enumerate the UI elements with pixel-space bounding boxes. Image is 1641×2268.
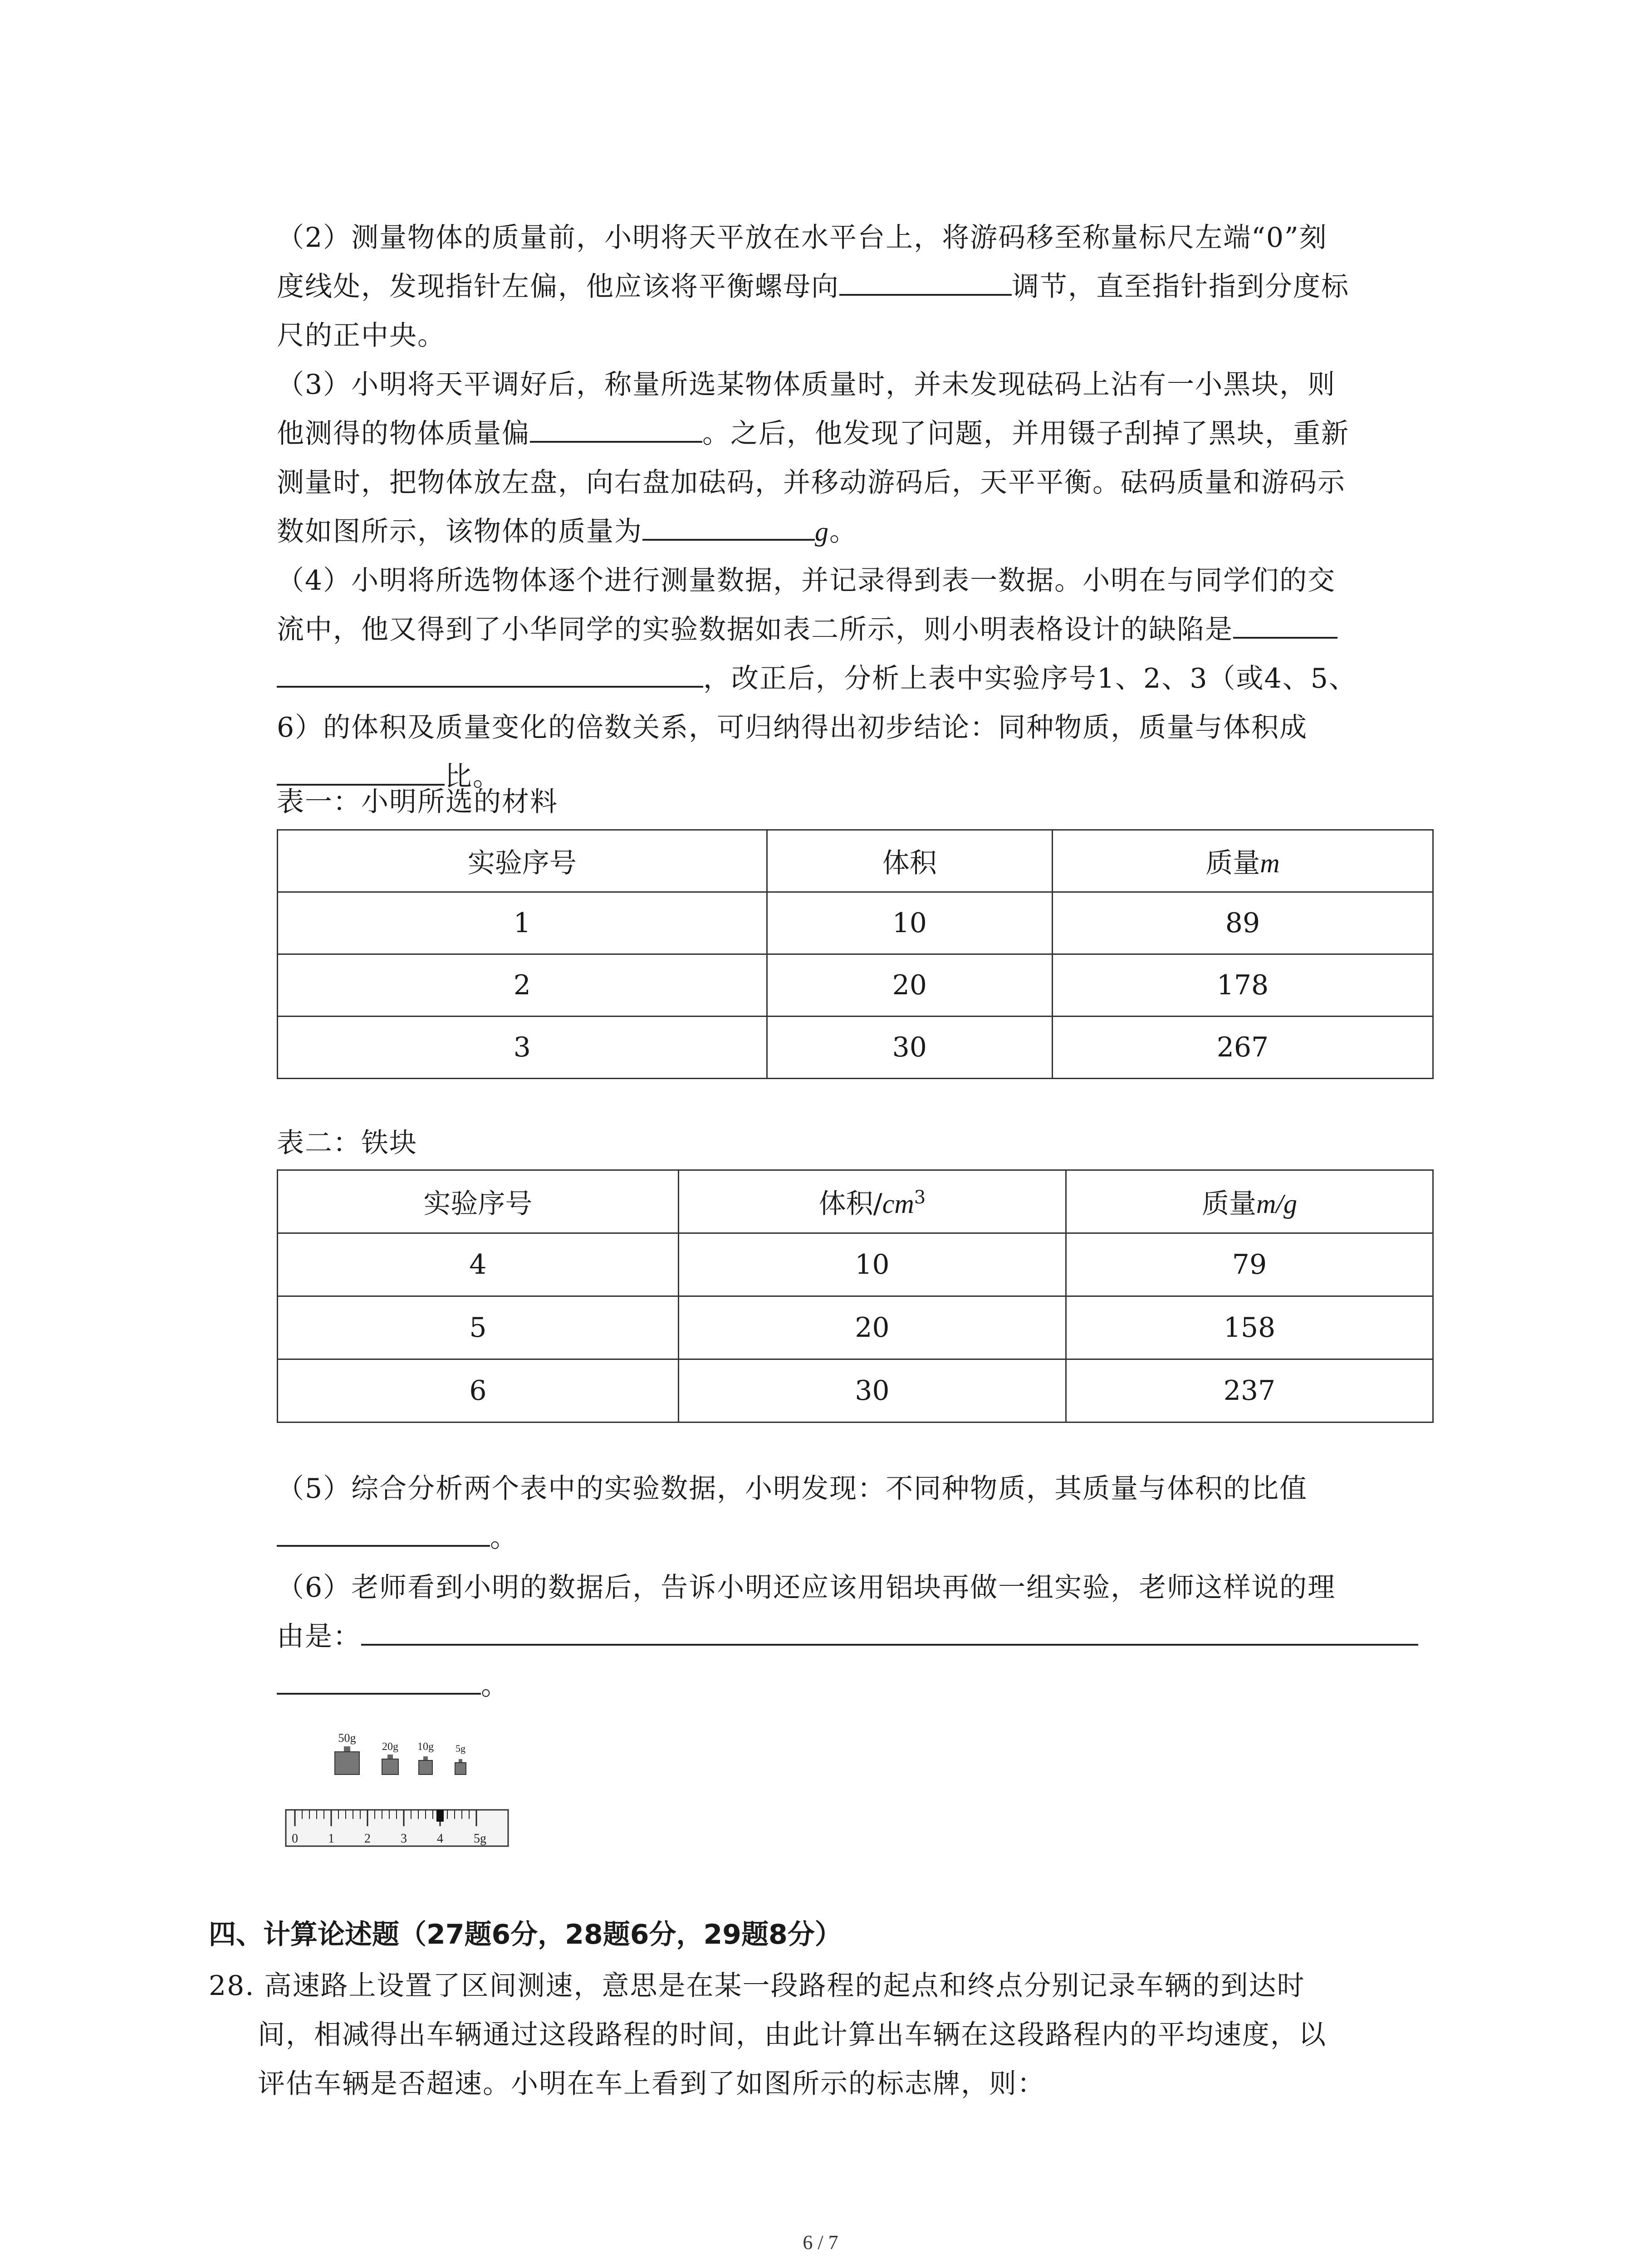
table-cell: 30 <box>678 1359 1066 1422</box>
q4-line3-text-b: ，改正后，分析上表中实验序号1、2、3（或4、5、 <box>703 663 1357 694</box>
table-row <box>278 892 1433 954</box>
table2-header-mass-var: m/g <box>1256 1189 1297 1219</box>
answer-blank-mass[interactable] <box>642 513 815 541</box>
q3-line4-text-a: 数如图所示，该物体的质量为 <box>277 516 642 547</box>
scale-tick-label: 5g <box>474 1832 486 1846</box>
table-cell: 3 <box>278 1017 767 1079</box>
q6-line3-text-b: 。 <box>481 1670 509 1701</box>
table2-header-volume-exponent: 3 <box>914 1187 926 1208</box>
answer-blank-proportion[interactable] <box>277 758 445 786</box>
table1-header-volume: 体积 <box>767 830 1052 892</box>
q3-line2 <box>277 409 1434 458</box>
q3-line2-text-a: 他测得的物体质量偏 <box>277 418 530 450</box>
table-cell: 89 <box>1052 892 1433 954</box>
table-cell: 237 <box>1066 1359 1433 1422</box>
q28-line2: 间，相减得出车辆通过这段路程的时间，由此计算出车辆在这段路程内的平均速度，以 <box>258 2019 1327 2051</box>
balance-weights-figure <box>281 1724 517 1860</box>
table-cell: 4 <box>278 1233 679 1296</box>
q2-line3: 尺的正中央。 <box>277 320 446 352</box>
q4-line1: （4）小明将所选物体逐个进行测量数据，并记录得到表一数据。小明在与同学们的交 <box>277 565 1336 596</box>
table-row <box>278 954 1433 1017</box>
table1-header-mass-var: m <box>1260 848 1280 878</box>
q4-line3 <box>277 654 1434 703</box>
section-heading: 四、计算论述题（27题6分，28题6分，29题8分） <box>209 1919 842 1950</box>
question-6 <box>277 1563 1434 1710</box>
answer-blank-direction[interactable] <box>839 269 1012 296</box>
question-2 <box>277 213 1434 360</box>
q3-line4-text-b: 。 <box>829 516 857 547</box>
table-row <box>278 1017 1433 1079</box>
answer-blank-defect-part2[interactable] <box>277 660 703 688</box>
weight-label-50g: 50g <box>338 1731 356 1745</box>
q3-line2-text-b: 。之后，他发现了问题，并用镊子刮掉了黑块，重新 <box>702 418 1349 450</box>
weight-50g <box>335 1731 359 1774</box>
q4-line5-text-b: 比。 <box>445 761 501 792</box>
weight-body <box>382 1759 398 1774</box>
answer-blank-ratio[interactable] <box>277 1520 490 1547</box>
table-cell: 1 <box>278 892 767 954</box>
table-cell: 30 <box>767 1017 1052 1079</box>
scale-tick-label: 0 <box>292 1832 298 1846</box>
q3-line4 <box>277 507 1434 556</box>
table2-caption: 表二：铁块 <box>277 1127 417 1159</box>
q2-line1: （2）测量物体的质量前，小明将天平放在水平台上，将游码移至称量标尺左端“0”刻 <box>277 222 1327 254</box>
weight-5g <box>455 1743 466 1774</box>
table1 <box>277 829 1434 1079</box>
weight-body <box>419 1760 432 1774</box>
answer-blank-reason-part1[interactable] <box>361 1618 1418 1646</box>
table-header-row <box>278 1170 1433 1233</box>
question-5 <box>277 1464 1434 1562</box>
q4-line4: 6）的体积及质量变化的倍数关系，可归纳得出初步结论：同种物质，质量与体积成 <box>277 712 1308 743</box>
q3-line3: 测量时，把物体放左盘，向右盘加砝码，并移动游码后，天平平衡。砝码质量和游码示 <box>277 467 1346 499</box>
scale-tick-label: 1 <box>328 1832 334 1846</box>
table-cell: 2 <box>278 954 767 1017</box>
table1-header-mass <box>1052 830 1433 892</box>
weight-knob <box>387 1755 393 1759</box>
weight-body <box>455 1763 466 1774</box>
q5-line2-text-b: 。 <box>490 1522 518 1554</box>
page-number: 6 / 7 <box>803 2231 838 2253</box>
table-cell: 10 <box>767 892 1052 954</box>
table2-header-volume-label: 体积/ <box>818 1188 882 1220</box>
table-row <box>278 1296 1433 1359</box>
table2-header-mass-label: 质量 <box>1201 1188 1256 1220</box>
question-28 <box>209 1961 1434 2108</box>
q2-line2-text-b: 调节，直至指针指到分度标 <box>1012 271 1349 303</box>
q6-line2-text-a: 由是： <box>277 1621 361 1652</box>
table-header-row <box>278 830 1433 892</box>
table-row <box>278 1233 1433 1296</box>
question-3 <box>277 360 1434 556</box>
table-cell: 20 <box>678 1296 1066 1359</box>
weight-20g <box>382 1741 398 1774</box>
table-cell: 6 <box>278 1359 679 1422</box>
table2-header-mass <box>1066 1170 1433 1233</box>
q6-line1: （6）老师看到小明的数据后，告诉小明还应该用铝块再做一组实验，老师这样说的理 <box>277 1572 1336 1603</box>
scale-rider <box>436 1810 444 1822</box>
table2-header-volume <box>678 1170 1066 1233</box>
weight-label-5g: 5g <box>456 1743 465 1754</box>
table1-header-index: 实验序号 <box>278 830 767 892</box>
weight-10g <box>417 1741 434 1774</box>
q5-line1: （5）综合分析两个表中的实验数据，小明发现：不同种物质，其质量与体积的比值 <box>277 1473 1308 1505</box>
q28-line3: 评估车辆是否超速。小明在车上看到了如图所示的标志牌，则： <box>258 2068 1045 2100</box>
weight-knob <box>423 1756 428 1760</box>
mass-unit: g <box>815 517 829 547</box>
weight-knob <box>459 1759 462 1763</box>
table-cell: 178 <box>1052 954 1433 1017</box>
q5-line2 <box>277 1513 1434 1562</box>
table2-header-index: 实验序号 <box>278 1170 679 1233</box>
answer-blank-reason-part2[interactable] <box>277 1667 481 1695</box>
scale-tick-label: 3 <box>401 1832 407 1846</box>
q6-line3 <box>277 1661 1434 1710</box>
weight-label-20g: 20g <box>382 1741 398 1753</box>
q2-line2 <box>277 262 1434 311</box>
table-cell: 267 <box>1052 1017 1433 1079</box>
table-cell: 20 <box>767 954 1052 1017</box>
q6-line2 <box>277 1612 1434 1661</box>
table-row <box>278 1359 1433 1422</box>
question-4 <box>277 556 1434 801</box>
q28-line1: 28. 高速路上设置了区间测速，意思是在某一段路程的起点和终点分别记录车辆的到达时 <box>209 1970 1305 2002</box>
table-cell: 79 <box>1066 1233 1433 1296</box>
scale-tick-label: 4 <box>437 1832 443 1846</box>
table1-header-mass-label: 质量 <box>1205 847 1260 879</box>
table1-caption: 表一：小明所选的材料 <box>277 786 558 818</box>
rider-scale <box>286 1810 508 1846</box>
q2-line2-text-a: 度线处，发现指针左偏，他应该将平衡螺母向 <box>277 271 839 303</box>
answer-blank-bias[interactable] <box>530 415 702 443</box>
weight-label-10g: 10g <box>417 1741 434 1753</box>
table-cell: 10 <box>678 1233 1066 1296</box>
table-cell: 158 <box>1066 1296 1433 1359</box>
scale-tick-label: 2 <box>364 1832 371 1846</box>
q3-line1: （3）小明将天平调好后，称量所选某物体质量时，并未发现砝码上沾有一小黑块，则 <box>277 369 1336 401</box>
q4-line2-text-a: 流中，他又得到了小华同学的实验数据如表二所示，则小明表格设计的缺陷是 <box>277 614 1233 645</box>
table-cell: 5 <box>278 1296 679 1359</box>
table2-header-volume-unit: cm <box>882 1189 914 1219</box>
weight-knob <box>344 1746 350 1752</box>
table2 <box>277 1169 1434 1423</box>
q4-line2 <box>277 605 1434 654</box>
weight-body <box>335 1752 359 1774</box>
answer-blank-defect-part1[interactable] <box>1233 611 1337 639</box>
